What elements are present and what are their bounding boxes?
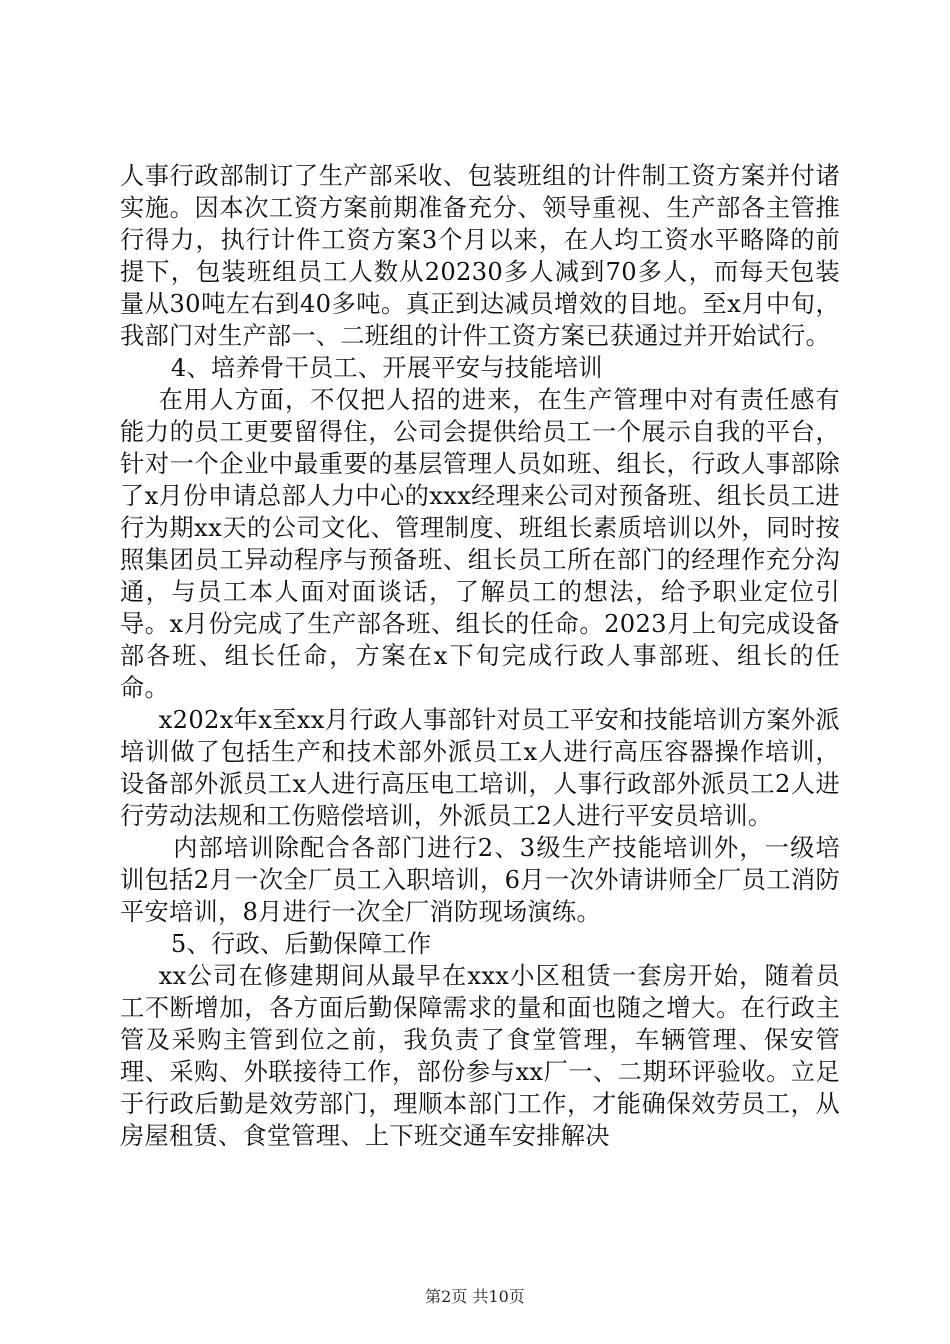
paragraph-key-staff: 在用人方面，不仅把人招的进来，在生产管理中对有责任感有能力的员工更要留得住，公司会提供给员工一个展示自我的平台，针对一个企业中最重要的基层管理人员如班、组长，行政人事部除了x月份申请总部人力中心的xxx经理来公司对预备班、组长员工进行为期xx天的公司文化、管理制度、班组长素质培训以外，同时按照集团员工异动程序与预备班、组长员工所在部门的经理作充分沟通，与员工本人面对面谈话，了解员工的想法，给予职业定位引导。x月份完成了生产部各班、组长的任命。2023月上旬完成设备部各班、组长任命，方案在x下旬完成行政人事部班、组长的任命。 [120, 386, 840, 702]
paragraph-internal-training: 内部培训除配合各部门进行2、3级生产技能培训外，一级培训包括2月一次全厂员工入职培训，6月一次外请讲师全厂员工消防平安培训，8月进行一次全厂消防现场演练。 [120, 834, 840, 926]
paragraph-logistics: xx公司在修建期间从最早在xxx小区租赁一套房开始，随着员工不断增加，各方面后勤保障需求的量和面也随之增大。在行政主管及采购主管到位之前，我负责了食堂管理，车辆管理、保安管理、采购、外联接待工作，部份参与xx厂一、二期环评验收。立足于行政后勤是效劳部门，理顺本部门工作，才能确保效劳员工，从房屋租赁、食堂管理、上下班交通车安排解决 [120, 962, 840, 1150]
body-text [120, 160, 840, 1152]
page-number-footer: 第2页 共10页 [425, 1287, 525, 1306]
section-heading-training: 4、培养骨干员工、开展平安与技能培训 [170, 354, 603, 382]
paragraph-external-training: x202x年x至xx月行政人事部针对员工平安和技能培训方案外派培训做了包括生产和技术部外派员工x人进行高压容器操作培训，设备部外派员工x人进行高压电工培训，人事行政部外派员工2人进行劳动法规和工伤赔偿培训，外派员工2人进行平安员培训。 [120, 706, 840, 830]
section-heading-logistics: 5、行政、后勤保障工作 [170, 930, 432, 958]
paragraph-piecework-wage: 人事行政部制订了生产部采收、包装班组的计件制工资方案并付诸实施。因本次工资方案前期准备充分、领导重视、生产部各主管推行得力，执行计件工资方案3个月以来，在人均工资水平略降的前提下，包装班组员工人数从20230多人减到70多人，而每天包装量从30吨左右到40多吨。真正到达减员增效的目地。至x月中旬，我部门对生产部一、二班组的计件工资方案已获通过并开始试行。 [120, 162, 840, 350]
